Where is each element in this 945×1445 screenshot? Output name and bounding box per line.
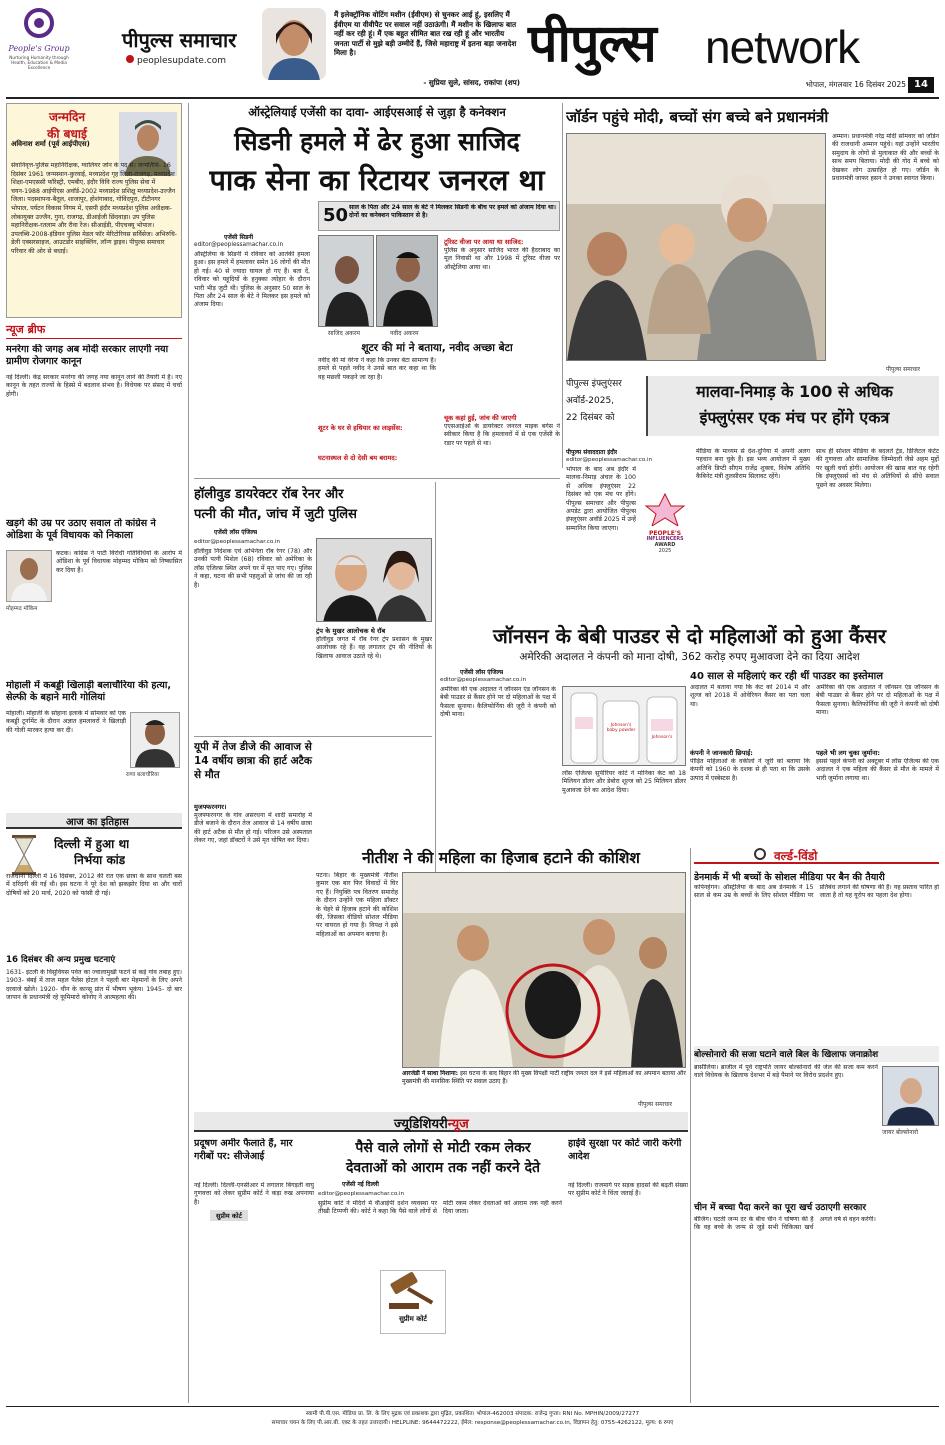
modi-story — [566, 103, 939, 373]
modi-photo — [566, 133, 826, 361]
hollywood-sub: ट्रंप के मुखर आलोचक थे रॉब — [316, 627, 386, 635]
judiciary-label-a: ज्यूडिशियरी — [394, 1117, 448, 1132]
judiciary-right-body: नई दिल्ली। राजमार्ग पर सड़क हादसों की बढ़ती संख्या पर सुप्रीम कोर्ट ने चिंता जताई है। — [568, 1182, 688, 1198]
judiciary-byline: एजेंसी नई दिल्ली — [342, 1181, 379, 1188]
sydney-sub1: टूरिस्ट वीजा पर आया था साजिद: — [444, 238, 524, 246]
judiciary-left-body: नई दिल्ली। दिल्ली-एनसीआर में लगातार बिगड़ती वायु गुणवत्ता को लेकर सुप्रीम कोर्ट ने कड़ा रुख अपनाया है। — [194, 1182, 314, 1206]
hollywood-email: editor@peoplessamachar.co.in — [194, 539, 281, 545]
hollywood-story — [194, 482, 432, 736]
brief-2-caption: मोहम्मद मोकिम — [6, 606, 38, 612]
influencer-box-line3: 22 दिसंबर को — [566, 413, 615, 423]
history-sub: 16 दिसंबर की अन्य प्रमुख घटनाएं — [6, 955, 116, 965]
badge-year: 2025 — [658, 548, 672, 554]
world-body-1: कोपेनहेगन। ऑस्ट्रेलिया के बाद अब डेनमार्क ने 15 साल से कम उम्र के बच्चों के लिए सोशल मीडिया पर प्रतिबंध लगाने की घोषणा की है। यह प्रस्ताव पारित हो जाता है तो यह यूरोप का पहला देश होगा। — [694, 884, 939, 900]
judiciary-main-head-1: पैसे वाले लोगों से मोटी रकम लेकर — [355, 1140, 531, 1156]
hollywood-body: हॉलीवुड निर्देशक एवं अभिनेता रॉब रेनर (78) और उनकी पत्नी मिशेल (68) रविवार को अमेरिका के लॉस एंजिल्स स्थित अपने घर में मृत पाए गए। पुलिस ने कहा, घटना की सभी पहलुओं से जांच की जा रही है। — [194, 548, 312, 589]
sydney-sub2-body: नवीद की मां वेरेना ने कहा कि उनका बेटा सामान्य है। हमले से पहले नवीद ने उनसे बात कर कहा था कि वह मछली पकड़ने जा रहा है। — [318, 357, 436, 381]
quote-author-photo — [262, 8, 326, 80]
sydney-sub5: घटनास्थल से दो देसी बम बरामद: — [318, 454, 398, 462]
hollywood-headline-2: पत्नी की मौत, जांच में जुटी पुलिस — [194, 507, 357, 522]
brief-2-title: खड़गे की उम्र पर उठाए सवाल तो कांग्रेस ने ओडिशा के पूर्व विधायक को निकाला — [6, 518, 156, 541]
brand-hindi: पीपुल्स — [528, 14, 656, 74]
bolsonaro-photo — [882, 1066, 939, 1126]
nitish-body: पटना। बिहार के मुख्यमंत्री नीतीश कुमार एक बार फिर विवादों में घिर गए हैं। नियुक्ति पत्र वितरण समारोह के दौरान उन्होंने एक महिला डॉक्टर के चेहरे से हिजाब हटाने की कोशिश की, जिसका वीडियो सोशल मीडिया पर वायरल हो गया है। विपक्ष ने इसे महिलाओं का अपमान बताया है। — [316, 872, 398, 938]
history-title-1: दिल्ली में हुआ था — [54, 837, 130, 851]
brand-english: network — [705, 21, 860, 73]
sydney-photo-naveed — [376, 235, 438, 327]
judiciary-section — [194, 1112, 688, 1402]
world-body-3: बीजिंग। घटती जन्म दर के बीच चीन ने घोषणा की है कि वह बच्चे के जन्म से जुड़े सभी चिकित्सा खर्च अगले वर्ष से वहन करेगी। — [694, 1216, 876, 1232]
up-headline: यूपी में तेज डीजे की आवाज से 14 वर्षीय छात्रा की हार्ट अटैक से मौत — [194, 741, 312, 781]
history-label-bar — [6, 813, 182, 829]
brief-2-photo — [6, 550, 52, 602]
group-logo-icon — [22, 6, 56, 40]
johnson-body-3: अदालत में बताया गया कि केंट को 2014 में और शूल्ज को 2018 में ओवेरियन कैंसर का पता चला था। — [690, 684, 810, 708]
johnson-sub2-body: इससे पहले कंपनी को अक्टूबर में लॉस एंजिल्स की एक अदालत ने एक महिला की कैंसर से मौत के मामले में भारी जुर्माना लगाया था। — [816, 758, 939, 782]
sydney-sub3: चूक कहां हुई, जांच की जाएगी — [444, 414, 517, 422]
sajid-portrait-icon — [319, 236, 374, 327]
page-number: 14 — [908, 77, 934, 93]
johnson-sub1-body: पीड़ित महिलाओं के वकीलों ने जूरी को बताया कि कंपनी को 1960 के दशक से ही पता था कि उसके उत्पाद में एस्बेस्टस है। — [690, 758, 810, 782]
hollywood-headline-1: हॉलीवुड डायरेक्टर रॉब रेनर और — [194, 487, 344, 502]
sydney-sub4: शूटर के घर से हथियार का लाइसेंस: — [318, 424, 403, 432]
johnson-side-head: 40 साल से महिलाएं कर रही थीं पाउडर का इस्तेमाल — [690, 671, 883, 682]
masthead — [0, 0, 945, 100]
judiciary-email: editor@peoplessamachar.co.in — [318, 1191, 405, 1197]
judiciary-label — [394, 1114, 469, 1132]
judiciary-label-b: न्यूज — [447, 1117, 469, 1132]
website-link[interactable] — [126, 55, 226, 66]
judiciary-left-head: प्रदूषण अमीर फैलाते हैं, मार गरीबों पर: सीजेआई — [194, 1138, 293, 1162]
johnson-body-2: लॉस एंजिल्स सुपीरियर कोर्ट ने मोनिका केंट को 18 मिलियन डॉलर और डेबोरा शूल्ज को 25 मिलियन डॉलर मुआवजा देने का आदेश दिया। — [562, 770, 686, 794]
website-text: peoplesupdate.com — [137, 56, 226, 66]
nitish-credit: पीपुल्स समाचार — [638, 1101, 673, 1108]
brief-1-title: मनरेगा की जगह अब मोदी सरकार लाएगी नया ग्रामीण रोजगार कानून — [6, 344, 169, 367]
johnson-headline: जॉनसन के बेबी पाउडर से दो महिलाओं को हुआ कैंसर — [492, 624, 887, 648]
sydney-sub1-body: पुलिस के अनुसार साजिद भारत की हैदराबाद का मूल निवासी था और 1998 में टूरिस्ट वीजा पर ऑस्ट्रेलिया आया था। — [444, 247, 560, 271]
influencer-body-3: साथ ही सोशल मीडिया के बदलते ट्रेंड, डिजिटल कंटेंट की गुणवत्ता और सामाजिक जिम्मेदारी जैसे अहम मुद्दों पर खुली चर्चा होगी। आयोजन की खास बात यह रहेगी कि इंफ्लुएंसर्स को मंच से अतिथियों से सीधे सवाल पूछने का अवसर मिलेगा। — [816, 448, 939, 489]
sydney-caption-sajid: साजिद अकरम — [328, 330, 360, 337]
brief-3-caption: राणा बलाचौरिया — [126, 772, 159, 778]
news-brief-label: न्यूज ब्रीफ — [6, 323, 46, 336]
brief-2-body: कटक। कांग्रेस ने पार्टी विरोधी गतिविधियों के आरोप में ओडिशा के पूर्व विधायक मोहम्मद मोकिम को निष्कासित कर दिया है। — [56, 550, 182, 574]
history-body: राजधानी दिल्ली में 16 दिसंबर, 2012 की रात एक छात्रा के साथ चलती बस में दरिंदगी की गई थी। इस घटना ने पूरे देश को झकझोर दिया था और चारों दोषियों को 20 मार्च, 2020 को फांसी दी गई। — [6, 873, 182, 897]
sydney-byline: एजेंसी सिडनी — [224, 234, 254, 241]
johnson-byline: एजेंसी लॉस एंजिल्स — [460, 669, 504, 676]
johnson-sub2: पहले भी लग चुका जुर्माना: — [816, 749, 881, 757]
world-globe-icon — [754, 848, 766, 860]
product-label-1: Johnson's baby powder — [606, 723, 636, 733]
quote-author: - सुप्रिया सुले, सांसद, राकांपा (शप) — [423, 78, 520, 87]
world-head-2: बोल्सोनारो की सजा घटाने वाले बिल के खिलाफ जनाक्रोश — [694, 1046, 939, 1062]
upper-rule — [194, 478, 560, 479]
up-body: मुजफ्फरनगर के गांव असरधना में शादी समारोह में डीजे बजाने के दौरान तेज आवाज से 14 वर्षीय छात्रा की हार्ट अटैक से मौत हो गई। परिजन उसे अस्पताल लेकर गए, जहां डॉक्टरों ने उसे मृत घोषित कर दिया। — [194, 812, 312, 845]
birthday-name: अविनाश शर्मा (पूर्व आईपीएस) — [11, 140, 90, 148]
footer-line-2: समाचार चयन के लिए पी.आर.बी. एक्ट के तहत उत्तरदायी। HELPLINE: 9644472222, ईमेल: response@peoplessamachar.co.in, विज्ञापन हेतु: 0755-4262122, मूल्य: 6 रुपए — [271, 1420, 674, 1426]
world-body-2: ब्रासीलिया। ब्राजील में पूर्व राष्ट्रपति जायर बोल्सोनारो की जेल की सजा कम करने वाले विधेयक के खिलाफ देशभर में बड़े पैमाने पर विरोध प्रदर्शन हुए। — [694, 1064, 878, 1080]
globe-icon — [126, 55, 134, 63]
influencer-byline: पीपुल्स संवाददाता इंदौर — [566, 449, 618, 456]
col-divider-1 — [188, 103, 189, 1403]
history-section — [6, 813, 182, 1403]
sydney-headline-1: सिडनी हमले में ढेर हुआ साजिद — [234, 127, 520, 156]
sydney-sub3-body: एएसआईओ के डायरेक्टर जनरल माइक बर्गेस ने स्वीकार किया है कि हमलावरों में से एक एजेंसी के रडार पर पहले से था। — [444, 423, 560, 447]
influencer-headline-2: इंफ्लुएंसर एक मंच पर होंगे एकत्र — [699, 408, 890, 427]
bolsonaro-portrait-icon — [883, 1067, 939, 1126]
world-label-bar — [694, 846, 939, 864]
portrait-icon — [262, 8, 326, 80]
sydney-photo-sajid — [318, 235, 374, 327]
sydney-kicker: ऑस्ट्रेलियाई एजेंसी का दावा- आईएसआई से जुड़ा है कनेक्शन — [248, 105, 506, 119]
johnson-email: editor@peoplessamachar.co.in — [440, 677, 527, 683]
sydney-caption-naveed: नवीद अकरम — [390, 330, 419, 337]
hourglass-icon — [10, 835, 38, 875]
influencer-headline-1: मालवा-निमाड़ के 100 से अधिक — [696, 382, 893, 401]
paper-name: पीपुल्स समाचार — [122, 28, 237, 52]
judiciary-main-head-2: देवताओं को आराम तक नहीं करने देते — [345, 1160, 540, 1176]
judiciary-main-body: सुप्रीम कोर्ट ने मंदिरों में वीआईपी दर्शन व्यवस्था पर तीखी टिप्पणी की। कोर्ट ने कहा कि पैसे वाले लोगों से मोटी रकम लेकर देवताओं को आराम तक नहीं करने दिया जाता। — [318, 1200, 562, 1216]
hollywood-byline: एजेंसी लॉस एंजिल्स — [214, 529, 258, 536]
modi-headline: जॉर्डन पहुंचे मोदी, बच्चों संग बच्चे बने प्रधानमंत्री — [566, 108, 829, 126]
footer — [6, 1410, 939, 1440]
peoples-group-logo — [8, 6, 70, 88]
modi-credit: पीपुल्स समाचार — [886, 366, 921, 373]
gavel-icon — [381, 1271, 445, 1311]
logo-text: People's Group — [8, 44, 70, 53]
stamp-text: सुप्रीम कोर्ट — [399, 1315, 427, 1323]
product-label-2: Johnson's — [651, 735, 673, 740]
hollywood-photo — [316, 538, 432, 622]
influencer-body-2: मीडिया के माध्यम से देश-दुनिया में अपनी अलग पहचान बना चुके हैं। इस भव्य आयोजन में मुख्य अतिथि डिप्टी सीएम राजेंद्र शुक्ला, विशेष अतिथि कैबिनेट मंत्री तुलसीराम सिलावट रहेंगे। — [696, 448, 810, 481]
brief-3-body: मोहाली। मोहाली के सोहाना इलाके में सोमवार को एक कबड्डी टूर्नामेंट के दौरान अज्ञात हमलावरों ने खिलाड़ी की गोली मारकर हत्या कर दी। — [6, 710, 126, 734]
news-brief-rule — [6, 338, 182, 339]
sydney-stat-text: साल के पिता और 24 साल के बेटे ने मिलकर सिडनी के बीच पर हमले को अंजाम दिया था। दोनों का कनेक्शन पाकिस्तान से है। — [349, 204, 556, 220]
nitish-caption-head: आरजेडी ने साधा निशाना: — [402, 1070, 459, 1077]
johnson-body-1b: अमेरिका की एक अदालत ने जॉनसन एंड जॉनसन के बेबी पाउडर से कैंसर होने पर दो महिलाओं के पक्ष में फैसला सुनाया। कैलिफोर्निया की जूरी ने कंपनी को दोषी माना। — [816, 684, 939, 717]
badge-top: PEOPLE'S — [648, 530, 682, 537]
col-divider-4 — [690, 848, 691, 1403]
naveed-portrait-icon — [377, 236, 438, 327]
sydney-stat-number: 50 — [323, 205, 349, 226]
masthead-rule — [6, 97, 939, 99]
up-top-rule — [194, 736, 432, 737]
world-head-1: डेनमार्क में भी बच्चों के सोशल मीडिया पर बैन की तैयारी — [694, 872, 885, 883]
history-title-2: निर्भया कांड — [74, 853, 126, 867]
influencer-body-1: भोपाल के बाद अब इंदौर में मालवा-निमाड़ अंचल के 100 से अधिक इंफ्लुएंसर 22 दिसंबर को एक मंच पर होंगे। पीपुल्स समाचार और पीपुल्स अपडेट द्वारा आयोजित पीपुल्स इंफ्लुएंसर अवॉर्ड 2025 में उन्हें सम्मानित किया जाएगा। — [566, 466, 636, 532]
rob-reiner-couple-photo-icon — [317, 539, 432, 622]
logo-tagline: Nurturing Humanity through Health, Education & Media Excellence — [9, 55, 69, 70]
sydney-sub2: शूटर की मां ने बताया, नवीद अच्छा बेटा — [361, 342, 513, 354]
world-label: वर्ल्ड-विंडो — [774, 849, 818, 863]
up-byline: मुजफ्फरनगर। — [194, 803, 227, 811]
brief-3-title: मोहाली में कबड्डी खिलाड़ी बलाचौरिया की हत्या, सेल्फी के बहाने मारी गोलियां — [6, 680, 171, 703]
player-portrait-icon — [131, 713, 179, 767]
birthday-title — [17, 108, 117, 142]
nitish-caption-body: इस घटना के बाद बिहार की मुख्य विपक्षी पार्टी राष्ट्रीय जनता दल ने इसे महिलाओं का अपमान बताया और मुख्यमंत्री की मानसिक स्थिति पर सवाल उठाए हैं। — [402, 1070, 686, 1085]
sydney-story — [194, 103, 560, 475]
influencer-box-line2: अवॉर्ड-2025, — [566, 396, 615, 406]
hollywood-sub-body: हॉलीवुड जगत में रॉब रेनर ट्रंप प्रशासन के मुखर आलोचक रहे हैं। वह लगातार ट्रंप की नीतियों के खिलाफ आवाज उठाते रहे थे। — [316, 636, 432, 660]
sydney-stat-box — [318, 201, 560, 231]
sydney-headline-2: पाक सेना का रिटायर जनरल था — [209, 163, 545, 197]
politician-portrait-icon — [7, 551, 51, 601]
influencer-box-line1: पीपुल्स इंफ्लुएंसर — [566, 379, 622, 389]
gavel-illustration — [380, 1270, 446, 1334]
dateline: भोपाल, मंगलवार 16 दिसंबर 2025 — [805, 80, 906, 89]
world-window — [694, 846, 939, 1402]
brief-3-photo — [130, 712, 180, 768]
news-brief-section — [6, 322, 182, 810]
birthday-box — [6, 103, 182, 318]
johnson-story — [440, 622, 939, 846]
johnson-sub1: कंपनी ने जानकारी छिपाई: — [690, 749, 753, 757]
footer-rule — [6, 1406, 939, 1407]
modi-with-child-photo-icon — [567, 134, 826, 361]
col-divider-2 — [562, 103, 563, 468]
badge-bot: AWARD — [654, 542, 676, 548]
modi-body: अम्मान। प्रधानमंत्री नरेंद्र मोदी सोमवार को जॉर्डन की राजधानी अम्मान पहुंचे। यहां उन्होंने भारतीय समुदाय के लोगों से मुलाकात की और बच्चों के साथ समय बिताया। मोदी की गोद में बच्चे को देखकर लोग उत्साहित हो गए। जॉर्डन के प्रधानमंत्री जाफर हसन ने उनका स्वागत किया। — [832, 133, 939, 183]
world-head-3: चीन में बच्चा पैदा करने का पूरा खर्च उठाएगी सरकार — [694, 1203, 867, 1213]
johnson-subhead: अमेरिकी अदालत ने कंपनी को माना दोषी, 362 करोड़ रुपए मुआवजा देने का दिया आदेश — [519, 651, 860, 663]
nitish-event-photo-icon — [403, 873, 686, 1068]
judiciary-tag: सुप्रीम कोर्ट — [210, 1210, 248, 1221]
brief-1-body: नई दिल्ली। केंद्र सरकार मनरेगा की जगह नया कानून लाने की तैयारी में है। नए कानून के तहत राज्यों के हिस्से में बदलाव संभव है। विधेयक पर संसद में चर्चा होगी। — [6, 374, 182, 398]
footer-line-1: स्वामी पी.पी.एस. मीडिया प्रा. लि. के लिए मुद्रक एवं प्रकाशक द्वारा मुद्रित, प्रकाशित। भोपाल-462003 संपादक: राजेन्द्र गुप्ता। RNI No. MPHIN/2009/27277 — [305, 1411, 640, 1417]
history-label: आज का इतिहास — [66, 817, 129, 828]
johnson-body-1: अमेरिका की एक अदालत ने जॉनसन एंड जॉनसन के बेबी पाउडर से कैंसर होने पर दो महिलाओं के पक्ष में फैसला सुनाया। कैलिफोर्निया की जूरी ने कंपनी को दोषी माना। — [440, 686, 556, 719]
johnson-product-photo — [562, 686, 686, 766]
bolsonaro-caption: जायर बोल्सोनारो — [882, 1129, 919, 1136]
sydney-email: editor@peoplessamachar.co.in — [194, 242, 284, 248]
badge-mid: INFLUENCERS — [646, 537, 684, 542]
influencer-email: editor@peoplessamachar.co.in — [566, 457, 653, 463]
nitish-headline: नीतीश ने की महिला का हिजाब हटाने की कोशिश — [362, 849, 640, 867]
influencer-award-badge — [638, 492, 692, 552]
influencer-story — [566, 372, 939, 620]
nitish-story — [316, 848, 686, 1110]
quote-text: मैं इलेक्ट्रॉनिक वोटिंग मशीन (ईवीएम) से चुनकर आई हूं, इसलिए मैं ईवीएम या वीवीपैट पर सवाल नहीं उठाऊंगी। मैं मशीन के खिलाफ बात नहीं कर रही हूं। मैं एक बहुत सीमित बात रख रही हूं और भारतीय जनता पार्टी से मुझे बड़ी उम्मीदें हैं, जिसे महाराष्ट्र में इतना बड़ा जनादेश मिला है। — [334, 10, 517, 58]
birthday-body: सेवानिवृत्त-पुलिस महानिरीक्षक, ग्वालियर जोन के पद से। जन्मतिथि- 16 दिसंबर 1961 जन्मस्थान-कुरवाई, मध्यप्रदेश गृह जिला-राजगढ़, मध्यप्रदेश शिक्षा-एमएससी फॉरेस्ट्री, एमबीए, इंदौर विवि राज्य पुलिस सेवा में चयन-1988 आईपीएस अवॉर्ड-2002 मध्यप्रदेश प्रशिक्षु मध्यप्रदेश-उज्जैन जिला। पदस्थापना-बैतूल, शाजापुर, होशंगाबाद, गोविंदपुरा, टीटीनगर भोपाल, पर्यटन विकास निगम में, एसपी इंदौर मध्यप्रदेश पुलिस अधीक्षक-लोकायुक्त उज्जैन, गुना, राजगढ़, डीआईजी छिंदवाड़ा। उप पुलिस महानिरीक्षक-रतलाम और रीवा रेंज। सीआईडी, पीएचक्यू भोपाल। उपलब्धि-2008-इंडियन पुलिस मेडल फॉर मेरिटोरियस सर्विसेज। अभिरुचि-डेली एक्सरसाइज, आउटडोर साइक्लिंग, लॉन्ग ड्राइव। पीपुल्स समाचार परिवार की ओर से बधाई। — [11, 162, 177, 255]
sydney-body: ऑस्ट्रेलिया के सिडनी में रविवार को आतंकी हमला हुआ। इस हमले में हमलावर समेत 16 लोगों की मौत हो गई। 40 से ज्यादा घायल हो गए हैं। बता दें, रविवार को यहूदियों के हनुक्का त्योहार के दौरान भारी भीड़ जुटी थी। पुलिस के अनुसार 50 साल के पिता और 24 साल के बेटे ने मिलकर इस हमले को अंजाम दिया। — [194, 251, 310, 309]
award-badge-icon — [638, 492, 692, 526]
birthday-title-2: की बधाई — [47, 127, 87, 141]
judiciary-right-head: हाईवे सुरक्षा पर कोर्ट जारी करेगी आदेश — [568, 1138, 682, 1162]
history-events: 1631- इटली के विसुवियस पर्वत का ज्वालामुखी फटने से कई गांव तबाह हुए। 1903- बंबई में ताज महल पैलेस होटल ने पहली बार मेहमानों के लिए अपने दरवाजे खोले। 1920- चीन के कान्सू प्रांत में भीषण भूकंप। 1945- दो बार जापान के प्रधानमंत्री रहे फूमिमारो कोनोए ने आत्महत्या की। — [6, 969, 182, 1002]
influencer-date-box — [566, 376, 644, 442]
birthday-title-1: जन्मदिन — [48, 110, 86, 124]
nitish-photo — [402, 872, 686, 1068]
